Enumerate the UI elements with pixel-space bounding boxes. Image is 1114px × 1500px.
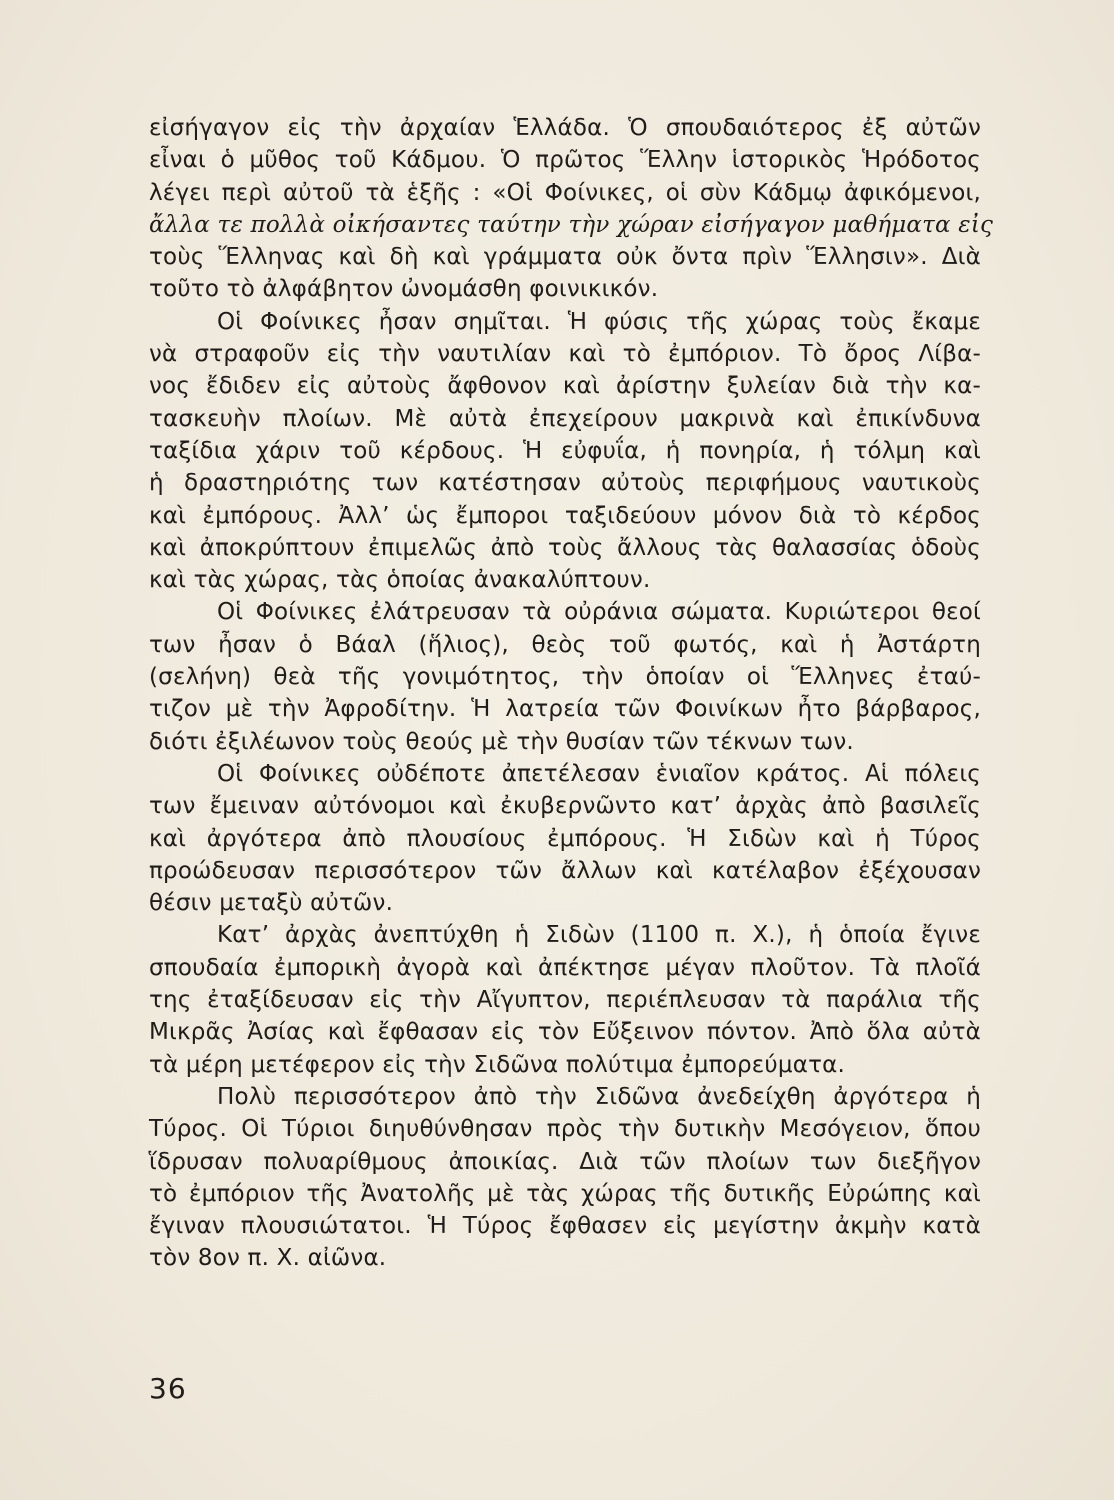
text-line: ἵδρυσαν πολυαρίθμους ἀποικίας. Διὰ τῶν πλοίων των διεξῆγον	[149, 1148, 981, 1175]
text-line: Οἱ Φοίνικες οὐδέποτε ἀπετέλεσαν ἑνιαῖον κράτος. Αἱ πόλεις	[217, 760, 981, 787]
text-line: Οἱ Φοίνικες ἦσαν σημῖται. Ἡ φύσις τῆς χώρας τοὺς ἔκαμε	[217, 308, 981, 335]
text-line: τοὺς Ἕλληνας καὶ δὴ καὶ γράμματα οὐκ ὄντα πρὶν Ἕλλησιν». Διὰ	[149, 244, 981, 271]
text-line: καὶ ἀποκρύπτουν ἐπιμελῶς ἀπὸ τοὺς ἄλλους τὰς θαλασσίας ὁδοὺς	[149, 534, 981, 561]
text-line: τοῦτο τὸ ἀλφάβητον ὠνομάσθη φοινικικόν.	[149, 276, 659, 303]
text-line: τὰ μέρη μετέφερον εἰς τὴν Σιδῶνα πολύτιμα ἐμπορεύματα.	[149, 1051, 846, 1078]
text-line: νος ἔδιδεν εἰς αὐτοὺς ἄφθονον καὶ ἀρίστην ξυλείαν διὰ τὴν κα-	[149, 373, 981, 400]
text-line: λέγει περὶ αὐτοῦ τὰ ἑξῆς : «Οἱ Φοίνικες, οἱ σὺν Κάδμῳ ἀφικόμενοι,	[149, 179, 981, 206]
text-line: θέσιν μεταξὺ αὐτῶν.	[149, 890, 394, 917]
text-line: τὸ ἐμπόριον τῆς Ἀνατολῆς μὲ τὰς χώρας τῆς δυτικῆς Εὐρώπης καὶ	[149, 1180, 981, 1207]
text-line: τασκευὴν πλοίων. Μὲ αὐτὰ ἐπεχείρουν μακρινὰ καὶ ἐπικίνδυνα	[149, 405, 981, 432]
text-line: Μικρᾶς Ἀσίας καὶ ἔφθασαν εἰς τὸν Εὔξεινον πόντον. Ἀπὸ ὅλα αὐτὰ	[149, 1019, 981, 1046]
text-line: (σελήνη) θεὰ τῆς γονιμότητος, τὴν ὁποίαν οἱ Ἕλληνες ἐταύ-	[149, 664, 981, 691]
text-line: καὶ ἐμπόρους. Ἀλλ’ ὡς ἔμποροι ταξιδεύουν μόνον διὰ τὸ κέρδος	[149, 502, 981, 529]
page-number: 36	[149, 1372, 187, 1405]
body-text	[149, 112, 994, 1275]
text-line: διότι ἐξιλέωνον τοὺς θεούς μὲ τὴν θυσίαν τῶν τέκνων των.	[149, 728, 854, 755]
text-line: Οἱ Φοίνικες ἐλάτρευσαν τὰ οὐράνια σώματα. Κυριώτεροι θεοί	[217, 599, 981, 626]
text-line: καὶ ἀργότερα ἀπὸ πλουσίους ἐμπόρους. Ἡ Σιδὼν καὶ ἡ Τύρος	[149, 825, 981, 852]
text-line: εἰσήγαγον εἰς τὴν ἀρχαίαν Ἑλλάδα. Ὁ σπουδαιότερος ἐξ αὐτῶν	[149, 115, 981, 141]
text-line: ἡ δραστηριότης των κατέστησαν αὐτοὺς περιφήμους ναυτικοὺς	[149, 470, 981, 497]
text-line: ἄλλα τε πολλὰ οἰκήσαντες ταύτην τὴν χώραν εἰσήγαγον μαθήματα εἰς	[149, 211, 994, 238]
text-line: καὶ τὰς χώρας, τὰς ὁποίας ἀνακαλύπτουν.	[149, 567, 651, 594]
text-line: ἔγιναν πλουσιώτατοι. Ἡ Τύρος ἔφθασεν εἰς μεγίστην ἀκμὴν κατὰ	[149, 1213, 981, 1240]
text-line: εἶναι ὁ μῦθος τοῦ Κάδμου. Ὁ πρῶτος Ἕλλην ἱστορικὸς Ἡρόδοτος	[149, 147, 981, 174]
text-line: των ἦσαν ὁ Βάαλ (ἥλιος), θεὸς τοῦ φωτός, καὶ ἡ Ἀστάρτη	[149, 631, 981, 658]
text-line: τιζον μὲ τὴν Ἀφροδίτην. Ἡ λατρεία τῶν Φοινίκων ἦτο βάρβαρος,	[149, 696, 981, 723]
text-line: σπουδαία ἐμπορικὴ ἀγορὰ καὶ ἀπέκτησε μέγαν πλοῦτον. Τὰ πλοῖά	[149, 954, 981, 981]
text-line: Πολὺ περισσότερον ἀπὸ τὴν Σιδῶνα ἀνεδείχθη ἀργότερα ἡ	[217, 1083, 981, 1110]
text-line: της ἐταξίδευσαν εἰς τὴν Αἴγυπτον, περιέπλευσαν τὰ παράλια τῆς	[149, 987, 981, 1014]
text-line: ταξίδια χάριν τοῦ κέρδους. Ἡ εὐφυΐα, ἡ πονηρία, ἡ τόλμη καὶ	[149, 437, 981, 464]
text-line: Τύρος. Οἱ Τύριοι διηυθύνθησαν πρὸς τὴν δυτικὴν Μεσόγειον, ὅπου	[149, 1116, 981, 1143]
text-line: τὸν 8ον π. Χ. αἰῶνα.	[149, 1245, 387, 1272]
text-line: Κατ’ ἀρχὰς ἀνεπτύχθη ἡ Σιδὼν (1100 π. Χ.), ἡ ὁποία ἔγινε	[217, 922, 981, 949]
text-line: νὰ στραφοῦν εἰς τὴν ναυτιλίαν καὶ τὸ ἐμπόριον. Τὸ ὄρος Λίβα-	[149, 341, 981, 368]
text-line: προώδευσαν περισσότερον τῶν ἄλλων καὶ κατέλαβον ἐξέχουσαν	[149, 857, 981, 884]
text-line: των ἔμειναν αὐτόνομοι καὶ ἐκυβερνῶντο κατ’ ἀρχὰς ἀπὸ βασιλεῖς	[149, 793, 981, 820]
